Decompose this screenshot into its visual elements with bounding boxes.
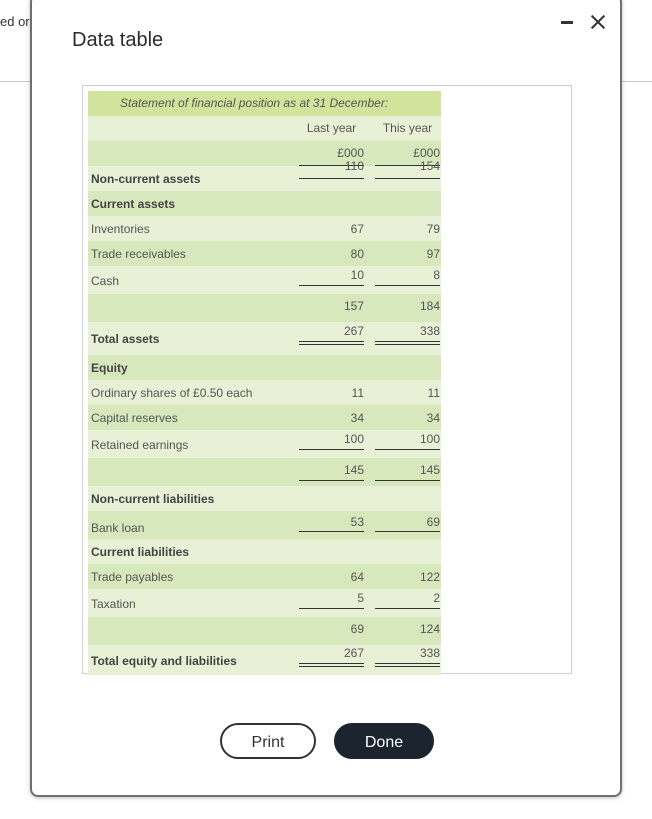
print-button[interactable]: Print: [220, 723, 316, 759]
unit-last-year: £000: [337, 146, 364, 160]
row-label: Capital reserves: [91, 411, 178, 425]
table-row: [88, 486, 441, 511]
value-this-year: 8: [433, 268, 440, 282]
close-icon[interactable]: [588, 12, 608, 32]
row-label: Total assets: [91, 332, 160, 346]
financial-position-table: [88, 91, 441, 675]
value-this-year: 184: [419, 299, 440, 313]
value-last-year: 67: [350, 222, 364, 236]
table-row: [88, 617, 441, 645]
value-last-year: 100: [343, 432, 364, 446]
background-text-fragment: ed or: [0, 14, 30, 29]
value-this-year: 124: [419, 622, 440, 636]
table-row: [88, 266, 441, 294]
table-row: [88, 539, 441, 564]
row-label: Cash: [91, 274, 120, 288]
table-title: Statement of financial position as at 31 December:: [88, 91, 441, 116]
table-row: [88, 511, 441, 539]
table-row: [88, 564, 441, 589]
row-label: Taxation: [91, 597, 136, 611]
value-last-year: 10: [350, 268, 364, 282]
table-row: [88, 191, 441, 216]
unit-this-year: £000: [413, 146, 440, 160]
row-label: Non-current assets: [91, 172, 201, 186]
value-last-year: 145: [343, 463, 364, 477]
table-row: [88, 589, 441, 617]
value-this-year: 34: [426, 411, 440, 425]
table-row: [88, 241, 441, 266]
value-this-year: 122: [419, 570, 440, 584]
value-this-year: 145: [419, 463, 440, 477]
minimize-icon[interactable]: [558, 12, 578, 32]
value-this-year: 79: [426, 222, 440, 236]
table-frame: [82, 85, 572, 674]
row-label: Bank loan: [91, 521, 145, 535]
value-this-year: 100: [419, 432, 440, 446]
value-last-year: 80: [350, 247, 364, 261]
table-row: [88, 380, 441, 405]
done-button[interactable]: Done: [334, 723, 434, 759]
value-last-year: 267: [343, 324, 364, 338]
row-label: Ordinary shares of £0.50 each: [91, 386, 253, 400]
value-this-year: 97: [426, 247, 440, 261]
dialog-title: Data table: [72, 29, 164, 51]
value-this-year: 154: [419, 159, 440, 173]
table-row: [88, 322, 441, 355]
value-last-year: 53: [350, 515, 364, 529]
row-label: Trade receivables: [91, 247, 186, 261]
header-row: [88, 116, 441, 141]
row-label: Current liabilities: [91, 545, 190, 559]
row-label: Retained earnings: [91, 438, 189, 452]
value-last-year: 69: [350, 622, 364, 636]
value-this-year: 69: [426, 515, 440, 529]
value-this-year: 2: [433, 591, 440, 605]
row-label: Equity: [91, 361, 128, 375]
value-last-year: 267: [343, 646, 364, 660]
table-row: [88, 645, 441, 675]
col-header-last-year: Last year: [306, 121, 357, 135]
row-label: Non-current liabilities: [91, 492, 215, 506]
value-this-year: 338: [419, 646, 440, 660]
row-label: Inventories: [91, 222, 150, 236]
value-this-year: 11: [427, 386, 440, 400]
row-label: Trade payables: [91, 570, 174, 584]
table-row: [88, 405, 441, 430]
value-last-year: 157: [343, 299, 364, 313]
table-row: [88, 159, 441, 191]
value-this-year: 338: [419, 324, 440, 338]
value-last-year: 5: [357, 591, 364, 605]
table-row: [88, 430, 441, 458]
table-row: [88, 216, 441, 241]
value-last-year: 11: [351, 386, 364, 400]
data-table-dialog: [30, 0, 622, 797]
col-header-this-year: This year: [382, 121, 433, 135]
value-last-year: 34: [350, 411, 364, 425]
table-row: [88, 294, 441, 322]
table-row: [88, 458, 441, 486]
row-label: Total equity and liabilities: [91, 654, 237, 668]
table-row: [88, 355, 441, 380]
value-last-year: 110: [344, 159, 364, 173]
row-label: Current assets: [91, 197, 176, 211]
value-last-year: 64: [350, 570, 364, 584]
